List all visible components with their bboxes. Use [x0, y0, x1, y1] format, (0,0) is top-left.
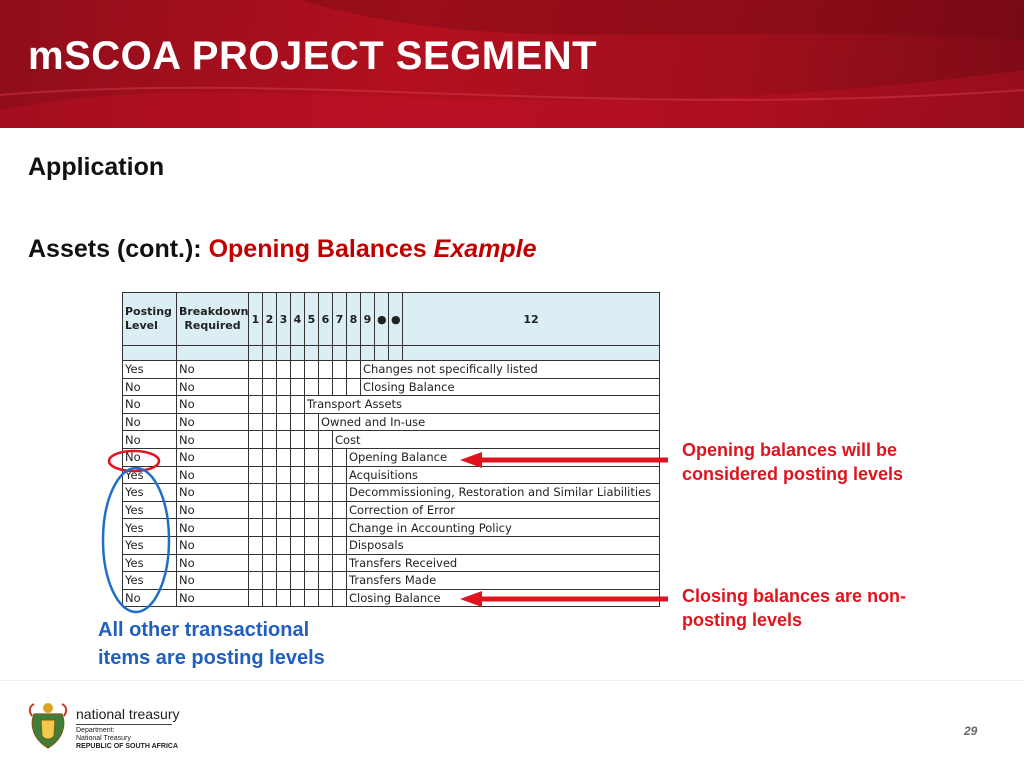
posting-level-cell: Yes — [123, 572, 177, 590]
level-cell — [333, 554, 347, 572]
level-cell — [291, 484, 305, 502]
posting-level-cell: Yes — [123, 554, 177, 572]
item-label-cell — [347, 484, 660, 502]
table-row — [123, 361, 660, 379]
level-cell — [347, 361, 361, 379]
breakdown-cell: No — [177, 396, 249, 414]
level-cell — [263, 431, 277, 449]
item-label-cell — [347, 466, 660, 484]
item-label: Transfers Made — [349, 573, 437, 588]
posting-level-cell: No — [123, 413, 177, 431]
item-label: Changes not specifically listed — [363, 362, 538, 377]
level-cell — [319, 484, 333, 502]
title-banner — [0, 0, 1024, 128]
level-cell — [333, 572, 347, 590]
level-cell — [291, 519, 305, 537]
item-label-cell — [305, 396, 660, 414]
item-label: Owned and In-use — [321, 415, 426, 430]
breakdown-cell: No — [177, 466, 249, 484]
level-cell — [263, 413, 277, 431]
level-cell — [291, 431, 305, 449]
table-row — [123, 572, 660, 590]
assets-heading — [28, 235, 537, 264]
item-label: Decommissioning, Restoration and Similar Liabilities — [349, 485, 652, 500]
assets-example: Example — [433, 235, 537, 263]
level-cell — [319, 361, 333, 379]
table-row — [123, 413, 660, 431]
table-header-cell: 7 — [333, 293, 347, 346]
level-cell — [291, 413, 305, 431]
level-cell — [305, 554, 319, 572]
opening-callout: Opening balances will be considered posting levels — [682, 440, 904, 484]
level-cell — [319, 501, 333, 519]
level-cell — [277, 519, 291, 537]
level-cell — [333, 378, 347, 396]
level-cell — [249, 519, 263, 537]
level-cell — [249, 572, 263, 590]
table-row — [123, 484, 660, 502]
level-cell — [305, 536, 319, 554]
assets-prefix: Assets (cont.): — [28, 235, 209, 263]
table-spacer-row — [123, 346, 660, 361]
level-cell — [249, 431, 263, 449]
breakdown-cell: No — [177, 361, 249, 379]
breakdown-cell: No — [177, 448, 249, 466]
assets-topic: Opening Balances — [208, 235, 434, 263]
level-cell — [347, 378, 361, 396]
level-cell — [305, 572, 319, 590]
section-subtitle: Application — [28, 153, 165, 181]
breakdown-cell: No — [177, 589, 249, 607]
level-cell — [291, 501, 305, 519]
level-cell — [319, 572, 333, 590]
level-cell — [291, 466, 305, 484]
breakdown-cell: No — [177, 554, 249, 572]
item-label: Closing Balance — [363, 379, 455, 394]
level-cell — [319, 554, 333, 572]
table-header-cell: 9 — [361, 293, 375, 346]
posting-level-cell: No — [123, 378, 177, 396]
level-cell — [249, 484, 263, 502]
level-cell — [249, 466, 263, 484]
level-cell — [305, 448, 319, 466]
item-label: Change in Accounting Policy — [349, 520, 512, 535]
level-cell — [249, 396, 263, 414]
table-row — [123, 519, 660, 537]
coat-of-arms-logo — [28, 700, 68, 750]
posting-level-cell: No — [123, 589, 177, 607]
table-header-cell: 5 — [305, 293, 319, 346]
breakdown-cell: No — [177, 519, 249, 537]
posting-level-cell: Yes — [123, 501, 177, 519]
breakdown-cell: No — [177, 536, 249, 554]
org-divider — [76, 724, 172, 725]
closing-callout: Closing balances are non-posting levels — [682, 586, 907, 630]
level-cell — [277, 589, 291, 607]
level-cell — [277, 361, 291, 379]
item-label-cell — [333, 431, 660, 449]
breakdown-cell: No — [177, 378, 249, 396]
table-header-cell: 1 — [249, 293, 263, 346]
table-header-cell: ● — [389, 293, 403, 346]
level-cell — [249, 501, 263, 519]
level-cell — [291, 536, 305, 554]
level-cell — [277, 431, 291, 449]
level-cell — [277, 413, 291, 431]
level-cell — [263, 554, 277, 572]
level-cell — [333, 484, 347, 502]
level-cell — [291, 448, 305, 466]
level-cell — [263, 572, 277, 590]
posting-level-cell: No — [123, 448, 177, 466]
level-cell — [319, 536, 333, 554]
level-cell — [277, 484, 291, 502]
level-cell — [291, 554, 305, 572]
level-cell — [263, 361, 277, 379]
level-cell — [333, 589, 347, 607]
level-cell — [263, 396, 277, 414]
segment-table — [122, 292, 660, 607]
page-title: mSCOA PROJECT SEGMENT — [28, 34, 598, 78]
item-label: Closing Balance — [349, 591, 441, 606]
table-header-cell: 8 — [347, 293, 361, 346]
level-cell — [277, 396, 291, 414]
table-row — [123, 378, 660, 396]
level-cell — [305, 413, 319, 431]
level-cell — [305, 589, 319, 607]
item-label-cell — [347, 448, 660, 466]
dept-block — [76, 727, 178, 751]
posting-level-cell: Yes — [123, 484, 177, 502]
dept-line-3: REPUBLIC OF SOUTH AFRICA — [76, 743, 179, 750]
table-row — [123, 396, 660, 414]
level-cell — [249, 361, 263, 379]
level-cell — [263, 589, 277, 607]
level-cell — [305, 466, 319, 484]
level-cell — [333, 448, 347, 466]
level-cell — [263, 378, 277, 396]
page-number: 29 — [964, 724, 978, 738]
table-row — [123, 431, 660, 449]
level-cell — [291, 361, 305, 379]
posting-level-cell: Yes — [123, 466, 177, 484]
level-cell — [319, 378, 333, 396]
item-label: Transport Assets — [307, 397, 403, 412]
level-cell — [263, 466, 277, 484]
level-cell — [319, 448, 333, 466]
level-cell — [277, 572, 291, 590]
segment-table-image — [122, 292, 660, 610]
level-cell — [249, 378, 263, 396]
item-label: Correction of Error — [349, 503, 455, 518]
breakdown-cell: No — [177, 484, 249, 502]
level-cell — [305, 378, 319, 396]
posting-level-cell: Yes — [123, 519, 177, 537]
table-header-row — [123, 293, 660, 346]
level-cell — [333, 501, 347, 519]
level-cell — [249, 589, 263, 607]
table-header-cell: ● — [375, 293, 389, 346]
table-header-cell: 3 — [277, 293, 291, 346]
level-cell — [291, 396, 305, 414]
dept-line-1: Department: — [76, 727, 115, 734]
table-header-cell: 2 — [263, 293, 277, 346]
item-label-cell — [319, 413, 660, 431]
table-header-cell: 12 — [403, 293, 660, 346]
level-cell — [249, 536, 263, 554]
item-label-cell — [347, 589, 660, 607]
level-cell — [277, 448, 291, 466]
level-cell — [333, 361, 347, 379]
level-cell — [319, 466, 333, 484]
level-cell — [319, 431, 333, 449]
level-cell — [277, 466, 291, 484]
item-label: Disposals — [349, 538, 404, 553]
level-cell — [305, 431, 319, 449]
level-cell — [333, 519, 347, 537]
level-cell — [305, 361, 319, 379]
level-cell — [305, 501, 319, 519]
level-cell — [333, 466, 347, 484]
level-cell — [277, 501, 291, 519]
level-cell — [333, 536, 347, 554]
breakdown-cell: No — [177, 572, 249, 590]
posting-level-cell: Yes — [123, 361, 177, 379]
table-row — [123, 448, 660, 466]
posting-level-cell: Yes — [123, 536, 177, 554]
table-row — [123, 536, 660, 554]
item-label: Opening Balance — [349, 450, 448, 465]
posting-levels-note: All other transactional items are posting levels — [98, 619, 325, 669]
item-label-cell — [361, 378, 660, 396]
table-row — [123, 554, 660, 572]
item-label: Acquisitions — [349, 467, 418, 482]
breakdown-cell: No — [177, 431, 249, 449]
table-row — [123, 589, 660, 607]
level-cell — [319, 519, 333, 537]
posting-level-cell: No — [123, 431, 177, 449]
table-row — [123, 501, 660, 519]
level-cell — [305, 519, 319, 537]
level-cell — [249, 554, 263, 572]
level-cell — [291, 589, 305, 607]
dept-line-2: National Treasury — [76, 735, 131, 742]
item-label-cell — [347, 519, 660, 537]
level-cell — [249, 448, 263, 466]
level-cell — [249, 413, 263, 431]
level-cell — [277, 378, 291, 396]
level-cell — [263, 501, 277, 519]
breakdown-cell: No — [177, 413, 249, 431]
table-row — [123, 466, 660, 484]
item-label-cell — [361, 361, 660, 379]
item-label-cell — [347, 572, 660, 590]
table-header-cell: Posting Level — [123, 293, 177, 346]
item-label: Transfers Received — [349, 555, 458, 570]
level-cell — [291, 378, 305, 396]
level-cell — [263, 519, 277, 537]
item-label-cell — [347, 554, 660, 572]
org-name: national treasury — [76, 706, 180, 722]
level-cell — [305, 484, 319, 502]
level-cell — [263, 484, 277, 502]
level-cell — [277, 554, 291, 572]
item-label: Cost — [335, 432, 361, 447]
level-cell — [277, 536, 291, 554]
item-label-cell — [347, 501, 660, 519]
table-header-cell: Breakdown Required — [177, 293, 249, 346]
item-label-cell — [347, 536, 660, 554]
level-cell — [319, 589, 333, 607]
level-cell — [291, 572, 305, 590]
level-cell — [263, 448, 277, 466]
posting-level-cell: No — [123, 396, 177, 414]
table-header-cell: 6 — [319, 293, 333, 346]
level-cell — [263, 536, 277, 554]
table-header-cell: 4 — [291, 293, 305, 346]
breakdown-cell: No — [177, 501, 249, 519]
